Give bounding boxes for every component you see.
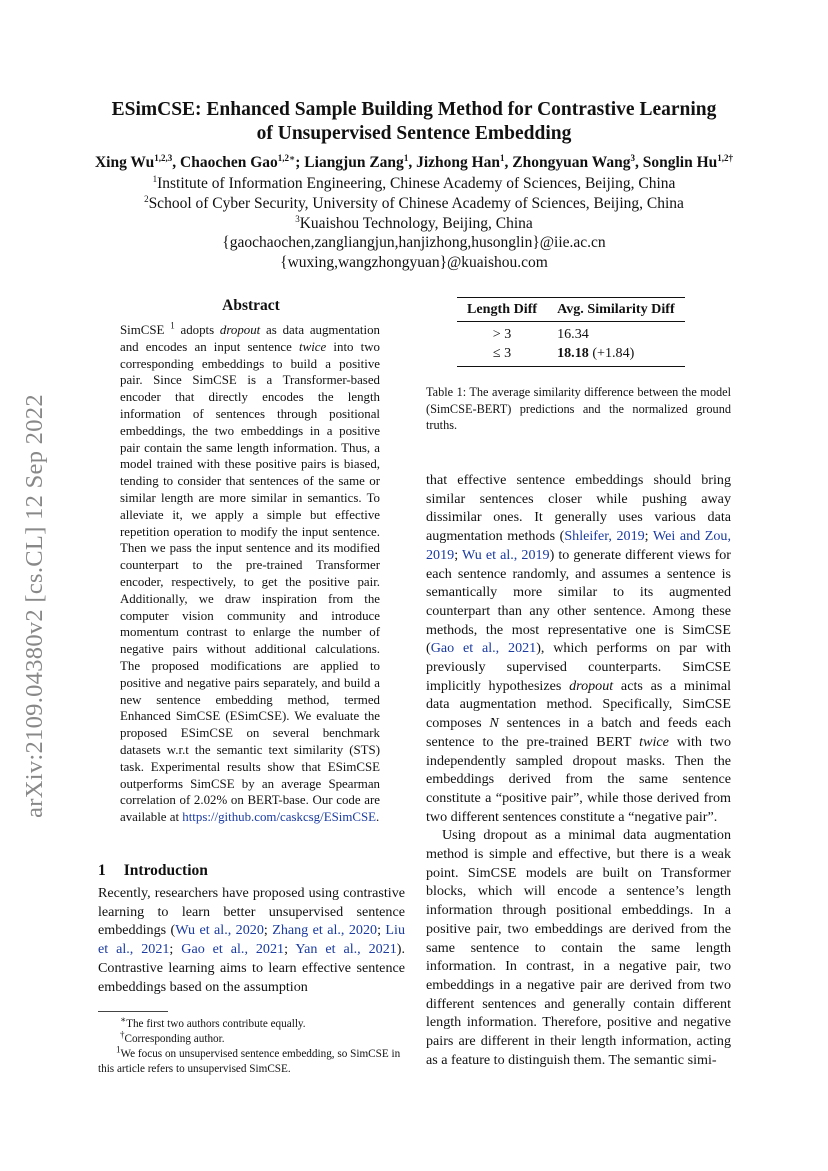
citation-link[interactable]: Yan et al., 2021 (295, 941, 397, 958)
code-link[interactable]: https://github.com/caskcsg/ESimCSE (182, 810, 376, 825)
table-header-cell: Length Diff (467, 301, 538, 317)
author: Chaochen Gao$^{1,2∗}$; (180, 152, 305, 171)
table-caption: Table 1: The average similarity difference between the model (SimCSE-BERT) predictions and the normalized ground truths. (426, 385, 731, 432)
abstract-heading: Abstract (222, 297, 280, 314)
footnote: ∗The first two authors contribute equally. (120, 1014, 306, 1030)
citation-link[interactable]: Zhang et al., 2020 (272, 922, 378, 939)
table-cell: > 3 (492, 326, 512, 342)
citation-link[interactable]: Wu et al., 2020 (175, 922, 264, 939)
citation-link[interactable]: Shleifer, 2019 (564, 528, 645, 545)
footnote-divider (98, 1011, 168, 1012)
table-row (457, 322, 685, 345)
author: Liangjun Zang$^1$, (304, 152, 417, 171)
citation-link[interactable]: Wei and Zou, 2019 (426, 528, 731, 563)
author: Xing Wu$^{1,2,3}$, (94, 152, 181, 171)
table-header-row (457, 298, 685, 322)
citation-link[interactable]: Wu et al., 2019 (461, 546, 550, 563)
title-line-1: ESimCSE: Enhanced Sample Building Method for Contrastive Learning (111, 99, 717, 120)
affiliation: $^1$Institute of Information Engineering, Chinese Academy of Sciences, Beijing, China (152, 173, 676, 192)
author: Jizhong Han$^1$, (416, 152, 513, 171)
citation-link[interactable]: Gao et al., 2021 (181, 941, 285, 958)
table-1 (457, 297, 685, 367)
table-cell: 16.34 (557, 326, 589, 342)
citation-link[interactable]: Gao et al., 2021 (430, 640, 537, 657)
paragraph: that effective sentence embeddings should bring similar sentences closer while pushing away dissimilar ones. It generally uses various data augmentation methods (Shleifer, 2019; Wei and Zou, 2019; Wu et al., 2019) to generate different views for each sentence randomly, and assumes a sentence is semantically more similar to its augmented counterpart than any other sentence. Among these methods, the most representative one is SimCSE (Gao et al., 2021), which performs on par with previously supervised counterparts. SimCSE implicitly hypothesizes dropout acts as a minimal data augmentation method. Specifically, SimCSE composes N sentences in a batch and feeds each sentence to the pre-trained BERT twice with two independently sampled dropout masks. Then the embeddings derived from the same sentence constitute a “positive pair”, while those derived from two different sentences constitute a “negative pair”. (426, 472, 732, 825)
table-row (457, 344, 685, 367)
arxiv-stamp-text: arXiv:2109.04380v2 [cs.CL] 12 Sep 2022 (21, 394, 48, 818)
title-line-2: of Unsupervised Sentence Embedding (256, 123, 572, 144)
footnote: $^1$We focus on unsupervised sentence embedding, so SimCSE in this article refers to unsupervised SimCSE. (98, 1044, 401, 1075)
right-column-text (426, 471, 731, 1070)
author: Zhongyuan Wang$^3$, (512, 152, 643, 171)
email-line: {wuxing,wangzhongyuan}@kuaishou.com (280, 254, 548, 271)
table-cell: 18.18 (+1.84) (557, 345, 635, 361)
citation-link[interactable]: Liu et al., 2021 (98, 922, 405, 958)
section-heading: 1 Introduction (98, 862, 208, 879)
table-header-cell: Avg. Similarity Diff (557, 301, 675, 317)
abstract-body: SimCSE $^1$ adopts dropout as data augmentation and encodes an input sentence twice into two corresponding embeddings to build a positive pair. Since SimCSE is a Transformer-based encoder that directly encodes the length information of sentences through positional embeddings, the two embeddings in a positive pair contain the same length information. Thus, a model trained with these positive pairs is biased, tending to consider that sentences of the same or similar length are more similar in semantics. To alleviate it, we apply a simple but effective repetition operation to modify the input sentence. Then we pass the input sentence and its modified counterpart to the pre-trained Transformer encoder, respectively, to get the positive pair. Additionally, we draw inspiration from the computer vision community and introduce momentum contrast to enlarge the number of negative pairs without additional calculations. The proposed modifications are applied to positive and negative pairs separately, and build a new sentence embedding method, termed Enhanced SimCSE (ESimCSE). We evaluate the proposed ESimCSE on several benchmark datasets w.r.t the semantic text similarity (STS) task. Experimental results show that ESimCSE outperforms SimCSE by an average Spearman correlation of 2.02% on BERT-base. Our code are available at https://github.com/caskcsg/ESimCSE. (120, 320, 380, 825)
footnote: †Corresponding author. (120, 1029, 225, 1045)
email-line: {gaochaochen,zangliangjun,hanjizhong,husonglin}@iie.ac.cn (222, 234, 606, 251)
intro-paragraph: Recently, researchers have proposed using contrastive learning to learn better unsupervised sentence embeddings (Wu et al., 2020; Zhang et al., 2020; Liu et al., 2021; Gao et al., 2021; Yan et al., 2021). Contrastive learning aims to learn effective sentence embeddings based on the assumption (98, 885, 406, 995)
arxiv-stamp (12, 365, 58, 847)
author: Songlin $Hu^{1,2\dagger}$ (642, 152, 734, 171)
author-list (40, 153, 788, 173)
affiliation: $^3$Kuaishou Technology, Beijing, China (295, 213, 533, 232)
table-cell: ≤ 3 (492, 345, 512, 361)
footnote-mark[interactable]: 1 (170, 320, 175, 331)
paper-title (60, 98, 768, 146)
paragraph: Using dropout as a minimal data augmentation method is simple and effective, but there is a weak point. SimCSE models are built on Transformer blocks, which will encode a sentence’s length information through positional embeddings. In a positive pair, two embeddings are derived from the same sentence to contain the same length information. In contrast, in a negative pair, two embeddings in a negative pair are derived from two different sentences and generally contain different length information. Therefore, positive and negative pairs are different in their length information, acting as a feature to distinguish them. The semantic simi- (426, 827, 731, 1068)
affiliation: $^2$School of Cyber Security, University of Chinese Academy of Sciences, Beijing, China (144, 193, 684, 212)
